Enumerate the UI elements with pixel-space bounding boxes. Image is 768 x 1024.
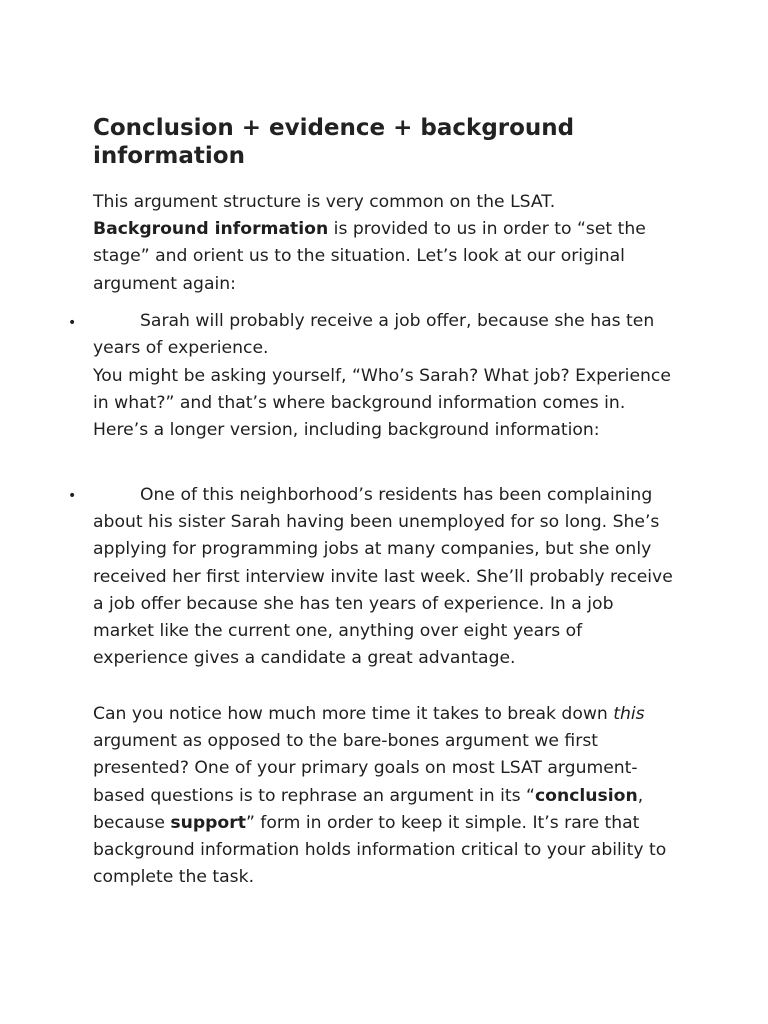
section-heading: Conclusion + evidence + background information bbox=[93, 115, 575, 169]
closing-text-1: Can you notice how much more time it takes to break down bbox=[93, 704, 614, 724]
intro-text-2: is provided to us in order to “set the stage” and orient us to the situation. Let’s look at our original argument again: bbox=[93, 219, 646, 294]
intro-text-1: This argument structure is very common on the LSAT. bbox=[93, 192, 556, 212]
closing-paragraph bbox=[93, 701, 675, 891]
closing-text-4: ” form in order to keep it simple. It’s rare that background information holds information critical to your ability to complete the task. bbox=[93, 812, 667, 888]
bullet-item-1: Sarah will probably receive a job offer, because she has ten years of experience. bbox=[93, 311, 655, 359]
middle-paragraph: You might be asking yourself, “Who’s Sarah? What job? Experience in what?” and that’s where background information comes in. Here’s a longer version, including background information: bbox=[93, 366, 671, 441]
intro-paragraph bbox=[93, 189, 675, 298]
bullet-marker-2: • bbox=[68, 488, 77, 504]
closing-text-2: argument as opposed to the bare-bones argument we first presented? One of your primary goals on most LSAT argument-based questions is to rephrase an argument in its “ bbox=[93, 731, 638, 806]
bullet-item-2: One of this neighborhood’s residents has been complaining about his sister Sarah having been unemployed for so long. She’s applying for programming jobs at many companies, but she only received her first interview invite last week. She’ll probably receive a job offer because she has ten years of experience. In a job market like the current one, anything over eight years of experience gives a candidate a great advantage. bbox=[93, 485, 673, 669]
intro-bold-term: Background information bbox=[93, 219, 329, 240]
bullet-marker-1: • bbox=[68, 315, 77, 331]
closing-bold-conclusion: conclusion bbox=[534, 785, 638, 806]
closing-text-3: , because bbox=[93, 785, 644, 833]
closing-italic-term: this bbox=[613, 704, 645, 724]
closing-bold-support: support bbox=[170, 812, 246, 833]
